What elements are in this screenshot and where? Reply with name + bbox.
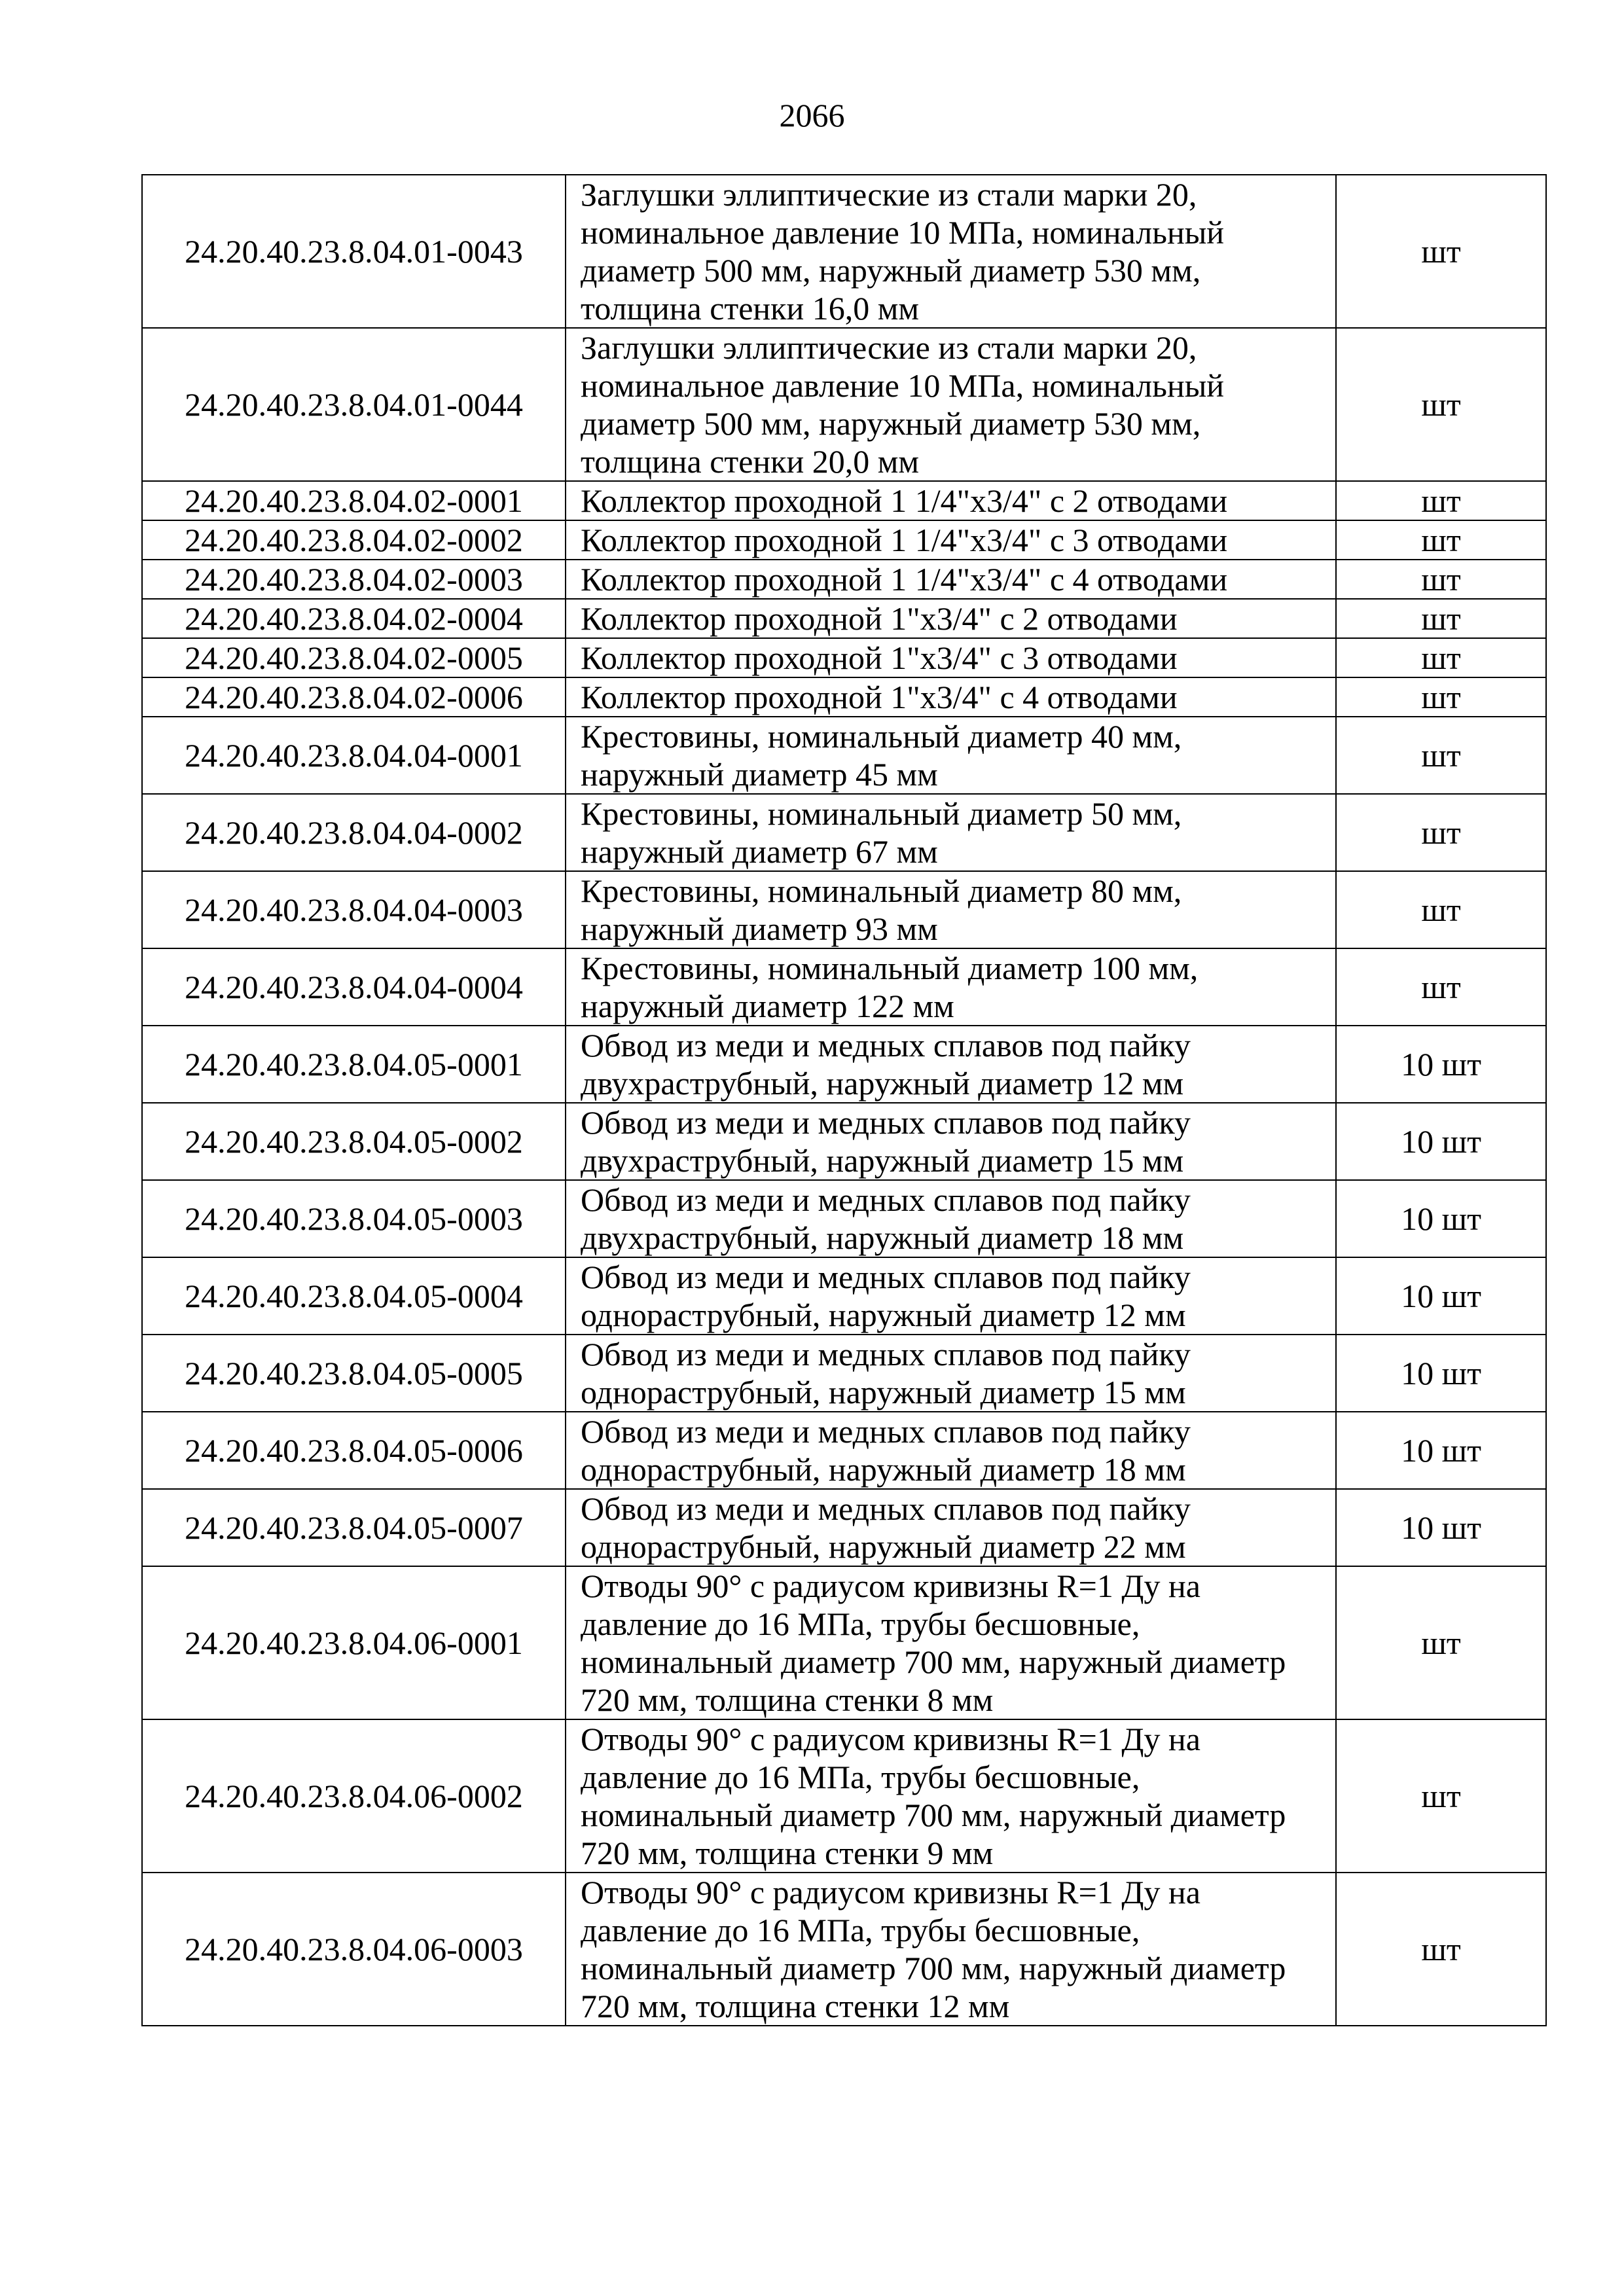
item-code-cell: 24.20.40.23.8.04.02-0001 (142, 481, 566, 520)
item-code-cell: 24.20.40.23.8.04.02-0003 (142, 560, 566, 599)
item-code-cell: 24.20.40.23.8.04.05-0003 (142, 1180, 566, 1257)
item-unit-cell: шт (1336, 677, 1546, 717)
item-name-cell: Отводы 90° с радиусом кривизны R=1 Ду на давление до 16 МПа, трубы бесшовные, номинальный диаметр 700 мм, наружный диаметр 720 мм, толщина стенки 9 мм (566, 1719, 1336, 1873)
item-unit-cell: 10 шт (1336, 1180, 1546, 1257)
item-unit-cell: шт (1336, 175, 1546, 328)
item-code-cell: 24.20.40.23.8.04.05-0001 (142, 1026, 566, 1103)
item-code-cell: 24.20.40.23.8.04.04-0003 (142, 871, 566, 948)
item-unit-cell: шт (1336, 948, 1546, 1026)
item-name-cell: Крестовины, номинальный диаметр 100 мм, наружный диаметр 122 мм (566, 948, 1336, 1026)
item-unit-cell: шт (1336, 599, 1546, 638)
table-row (142, 1873, 1546, 2026)
item-code-cell: 24.20.40.23.8.04.04-0001 (142, 717, 566, 794)
item-name-cell: Коллектор проходной 1"х3/4" с 3 отводами (566, 638, 1336, 677)
item-unit-cell: шт (1336, 560, 1546, 599)
table-row (142, 948, 1546, 1026)
item-unit-cell: шт (1336, 1566, 1546, 1719)
table-row (142, 638, 1546, 677)
table-row (142, 717, 1546, 794)
table-row (142, 677, 1546, 717)
item-name-cell: Отводы 90° с радиусом кривизны R=1 Ду на давление до 16 МПа, трубы бесшовные, номинальный диаметр 700 мм, наружный диаметр 720 мм, толщина стенки 12 мм (566, 1873, 1336, 2026)
table-row (142, 1026, 1546, 1103)
item-unit-cell: шт (1336, 1719, 1546, 1873)
item-name-cell: Коллектор проходной 1 1/4"х3/4" с 4 отводами (566, 560, 1336, 599)
item-name-cell: Коллектор проходной 1 1/4"х3/4" с 2 отводами (566, 481, 1336, 520)
item-name-cell: Обвод из меди и медных сплавов под пайку однораструбный, наружный диаметр 12 мм (566, 1257, 1336, 1335)
item-code-cell: 24.20.40.23.8.04.06-0002 (142, 1719, 566, 1873)
item-unit-cell: 10 шт (1336, 1335, 1546, 1412)
table-row (142, 1719, 1546, 1873)
item-code-cell: 24.20.40.23.8.04.01-0043 (142, 175, 566, 328)
item-code-cell: 24.20.40.23.8.04.02-0004 (142, 599, 566, 638)
item-unit-cell: 10 шт (1336, 1412, 1546, 1489)
item-name-cell: Обвод из меди и медных сплавов под пайку двухраструбный, наружный диаметр 18 мм (566, 1180, 1336, 1257)
item-unit-cell: шт (1336, 328, 1546, 481)
table-row (142, 1103, 1546, 1180)
table-row (142, 560, 1546, 599)
item-unit-cell: шт (1336, 794, 1546, 871)
item-name-cell: Обвод из меди и медных сплавов под пайку однораструбный, наружный диаметр 22 мм (566, 1489, 1336, 1566)
item-name-cell: Обвод из меди и медных сплавов под пайку однораструбный, наружный диаметр 15 мм (566, 1335, 1336, 1412)
item-code-cell: 24.20.40.23.8.04.04-0004 (142, 948, 566, 1026)
table-row (142, 1566, 1546, 1719)
table-row (142, 520, 1546, 560)
table-row (142, 481, 1546, 520)
item-name-cell: Заглушки эллиптические из стали марки 20, номинальное давление 10 МПа, номинальный диаметр 500 мм, наружный диаметр 530 мм, толщина стенки 20,0 мм (566, 328, 1336, 481)
item-unit-cell: шт (1336, 638, 1546, 677)
item-code-cell: 24.20.40.23.8.04.02-0002 (142, 520, 566, 560)
table-row (142, 1180, 1546, 1257)
item-code-cell: 24.20.40.23.8.04.02-0006 (142, 677, 566, 717)
item-name-cell: Отводы 90° с радиусом кривизны R=1 Ду на давление до 16 МПа, трубы бесшовные, номинальный диаметр 700 мм, наружный диаметр 720 мм, толщина стенки 8 мм (566, 1566, 1336, 1719)
item-name-cell: Крестовины, номинальный диаметр 80 мм, наружный диаметр 93 мм (566, 871, 1336, 948)
table-row (142, 599, 1546, 638)
item-name-cell: Коллектор проходной 1"х3/4" с 2 отводами (566, 599, 1336, 638)
item-code-cell: 24.20.40.23.8.04.05-0004 (142, 1257, 566, 1335)
item-unit-cell: 10 шт (1336, 1026, 1546, 1103)
table-row (142, 794, 1546, 871)
item-unit-cell: шт (1336, 717, 1546, 794)
table-row (142, 871, 1546, 948)
items-table (141, 174, 1547, 2026)
item-name-cell: Обвод из меди и медных сплавов под пайку двухраструбный, наружный диаметр 15 мм (566, 1103, 1336, 1180)
item-unit-cell: 10 шт (1336, 1257, 1546, 1335)
item-code-cell: 24.20.40.23.8.04.04-0002 (142, 794, 566, 871)
item-code-cell: 24.20.40.23.8.04.05-0005 (142, 1335, 566, 1412)
item-unit-cell: шт (1336, 481, 1546, 520)
item-unit-cell: шт (1336, 1873, 1546, 2026)
item-code-cell: 24.20.40.23.8.04.05-0007 (142, 1489, 566, 1566)
table-row (142, 1412, 1546, 1489)
item-name-cell: Заглушки эллиптические из стали марки 20, номинальное давление 10 МПа, номинальный диаметр 500 мм, наружный диаметр 530 мм, толщина стенки 16,0 мм (566, 175, 1336, 328)
item-code-cell: 24.20.40.23.8.04.06-0003 (142, 1873, 566, 2026)
item-name-cell: Крестовины, номинальный диаметр 50 мм, наружный диаметр 67 мм (566, 794, 1336, 871)
table-row (142, 328, 1546, 481)
item-name-cell: Обвод из меди и медных сплавов под пайку однораструбный, наружный диаметр 18 мм (566, 1412, 1336, 1489)
table-row (142, 175, 1546, 328)
item-name-cell: Крестовины, номинальный диаметр 40 мм, наружный диаметр 45 мм (566, 717, 1336, 794)
item-name-cell: Коллектор проходной 1 1/4"х3/4" с 3 отводами (566, 520, 1336, 560)
item-unit-cell: шт (1336, 520, 1546, 560)
item-name-cell: Коллектор проходной 1"х3/4" с 4 отводами (566, 677, 1336, 717)
item-unit-cell: шт (1336, 871, 1546, 948)
table-row (142, 1489, 1546, 1566)
item-code-cell: 24.20.40.23.8.04.05-0002 (142, 1103, 566, 1180)
item-code-cell: 24.20.40.23.8.04.01-0044 (142, 328, 566, 481)
item-unit-cell: 10 шт (1336, 1489, 1546, 1566)
item-name-cell: Обвод из меди и медных сплавов под пайку двухраструбный, наружный диаметр 12 мм (566, 1026, 1336, 1103)
item-code-cell: 24.20.40.23.8.04.02-0005 (142, 638, 566, 677)
item-code-cell: 24.20.40.23.8.04.05-0006 (142, 1412, 566, 1489)
table-row (142, 1335, 1546, 1412)
table-row (142, 1257, 1546, 1335)
item-unit-cell: 10 шт (1336, 1103, 1546, 1180)
item-code-cell: 24.20.40.23.8.04.06-0001 (142, 1566, 566, 1719)
page-number: 2066 (779, 97, 845, 134)
